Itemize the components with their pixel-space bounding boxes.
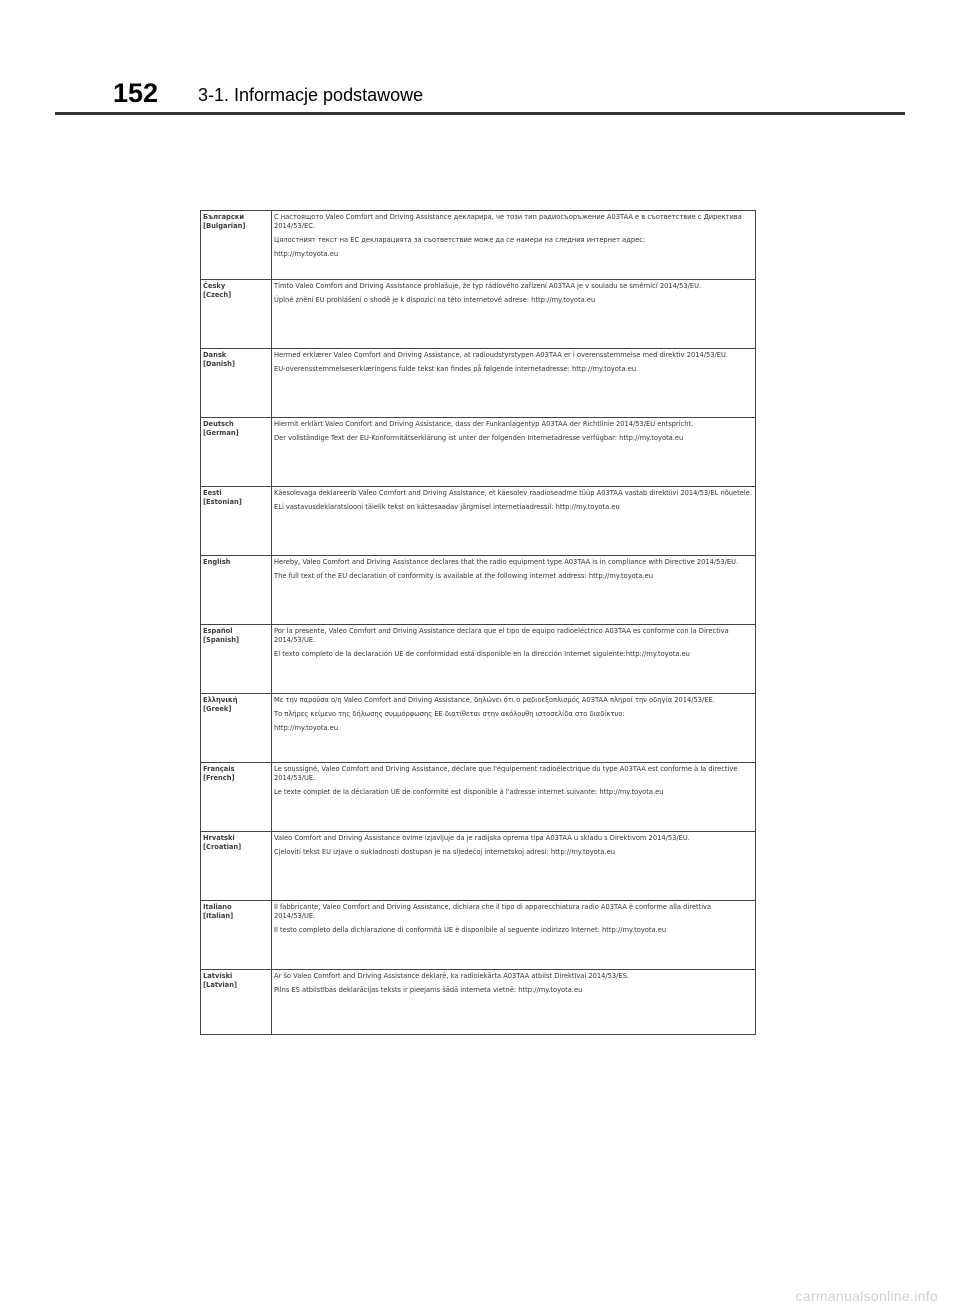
table-row: [201, 763, 756, 832]
table-row: [201, 694, 756, 763]
language-cell: [201, 625, 272, 694]
language-native: Dansk: [203, 351, 227, 359]
table-row: [201, 970, 756, 1035]
footer-watermark: carmanualsonline.info: [795, 1288, 938, 1304]
language-native: Deutsch: [203, 420, 234, 428]
language-cell: [201, 280, 272, 349]
table-row: [201, 418, 756, 487]
language-english: [German]: [203, 429, 239, 437]
language-cell: [201, 349, 272, 418]
declaration-url: http://my.toyota.eu: [274, 250, 339, 258]
declaration-cell: [272, 970, 756, 1035]
language-english: [Latvian]: [203, 981, 238, 989]
full-text-note: Το πλήρες κείμενο της δήλωσης συμμόρφωσης ΕΕ διατίθεται στην ακόλουθη ιστοσελίδα στο διαδίκτυο:: [274, 710, 625, 718]
header-rule: [55, 112, 905, 115]
language-english: [Spanish]: [203, 636, 240, 644]
table-row: [201, 901, 756, 970]
full-text-note: Pilns ES atbilstības deklarācijas teksts ir pieejams šādā interneta vietnē: http://my.toyota.eu: [274, 986, 583, 994]
declaration-cell: [272, 832, 756, 901]
language-cell: [201, 487, 272, 556]
declaration-text: Με την παρούσα ο/η Valeo Comfort and Driving Assistance, δηλώνει ότι ο ραδιοεξοπλισμός A03TAA πληροί την οδηγία 2014/53/ΕΕ.: [274, 696, 715, 704]
language-native: Ελληνική: [203, 696, 238, 704]
language-english: [French]: [203, 774, 235, 782]
language-cell: [201, 832, 272, 901]
table-row: [201, 349, 756, 418]
language-native: Español: [203, 627, 233, 635]
declaration-cell: [272, 280, 756, 349]
language-english: [Bulgarian]: [203, 222, 246, 230]
declaration-cell: [272, 418, 756, 487]
declaration-cell: [272, 211, 756, 280]
declaration-cell: [272, 349, 756, 418]
full-text-note: Цялостният текст на ЕС декларацията за съответствие може да се намери на следния интернет адрес:: [274, 236, 646, 244]
page-number: 152: [113, 78, 159, 108]
language-native: Hrvatski: [203, 834, 235, 842]
declaration-text: Le soussigné, Valeo Comfort and Driving Assistance, déclare que l'équipement radioélectrique du type A03TAA est conforme à la directive 2014/53/UE.: [274, 765, 738, 782]
declaration-text: Por la presente, Valeo Comfort and Driving Assistance declara que el tipo de equipo radioeléctrico A03TAA es conforme con la Directiva 2014/53/UE.: [274, 627, 729, 644]
language-english: [Estonian]: [203, 498, 242, 506]
declaration-text: Tímto Valeo Comfort and Driving Assistance prohlašuje, že typ rádiového zařízení A03TAA je v souladu se směrnicí 2014/53/EU.: [274, 282, 702, 290]
language-english: [Danish]: [203, 360, 235, 368]
table-row: [201, 487, 756, 556]
declaration-text: Valeo Comfort and Driving Assistance ovime izjavljuje da je radijska oprema tipa A03TAA u skladu s Direktivom 2014/53/EU.: [274, 834, 690, 842]
language-cell: [201, 556, 272, 625]
table-row: [201, 280, 756, 349]
full-text-note: Úplné znění EU prohlášení o shodě je k dispozici na této internetové adrese: http://my.toyota.eu: [274, 296, 596, 304]
language-cell: [201, 901, 272, 970]
section-title: 3-1. Informacje podstawowe: [198, 85, 424, 105]
declaration-text: Il fabbricante, Valeo Comfort and Driving Assistance, dichiara che il tipo di apparecchiatura radio A03TAA è conforme alla direttiva 2014/53/UE.: [274, 903, 712, 920]
language-native: English: [203, 558, 231, 566]
language-cell: [201, 211, 272, 280]
table-row: [201, 211, 756, 280]
declaration-text: Hereby, Valeo Comfort and Driving Assistance declares that the radio equipment type A03TAA is in compliance with Directive 2014/53/EU.: [274, 558, 739, 566]
language-native: Français: [203, 765, 235, 773]
language-english: [Italian]: [203, 912, 234, 920]
language-english: [Czech]: [203, 291, 232, 299]
language-native: Česky: [203, 282, 226, 290]
language-native: Български: [203, 213, 245, 221]
table-row: [201, 556, 756, 625]
full-text-note: ELi vastavusdeklaratsiooni täielik tekst on kättesaadav järgmisel internetiaadressil: http://my.toyota.eu: [274, 503, 620, 511]
declaration-text: Hermed erklærer Valeo Comfort and Driving Assistance, at radioudstyrstypen A03TAA er i overensstemmelse med direktiv 2014/53/EU.: [274, 351, 729, 359]
declaration-text: Hiermit erklärt Valeo Comfort and Driving Assistance, dass der Funkanlagentyp A03TAA der Richtlinie 2014/53/EU entspricht.: [274, 420, 694, 428]
full-text-note: Le texte complet de la déclaration UE de conformité est disponible à l'adresse internet suivante: http://my.toyota.eu: [274, 788, 664, 796]
full-text-note: The full text of the EU declaration of conformity is available at the following internet address: http://my.toyota.eu: [274, 572, 653, 580]
full-text-note: EU-overensstemmelseserklæringens fulde tekst kan findes på følgende internetadresse: http://my.toyota.eu: [274, 365, 637, 373]
language-native: Latviski: [203, 972, 233, 980]
language-cell: [201, 694, 272, 763]
language-cell: [201, 418, 272, 487]
table-row: [201, 832, 756, 901]
declaration-cell: [272, 487, 756, 556]
language-native: Italiano: [203, 903, 232, 911]
declaration-cell: [272, 556, 756, 625]
declaration-text: Ar šo Valeo Comfort and Driving Assistance deklarē, ka radioiekārta A03TAA atbilst Direktīvai 2014/53/ES.: [274, 972, 629, 980]
declaration-cell: [272, 901, 756, 970]
declaration-url: http://my.toyota.eu: [274, 724, 339, 732]
language-native: Eesti: [203, 489, 222, 497]
declaration-table: [200, 210, 756, 1035]
table-row: [201, 625, 756, 694]
full-text-note: Il testo completo della dichiarazione di conformità UE è disponibile al seguente indirizzo Internet: http://my.toyota.eu: [274, 926, 667, 934]
full-text-note: El texto completo de la declaración UE de conformidad está disponible en la dirección Internet siguiente:http://my.toyota.eu: [274, 650, 690, 658]
full-text-note: Cjeloviti tekst EU izjave o sukladnosti dostupan je na sljedećoj internetskoj adresi: http://my.toyota.eu: [274, 848, 615, 856]
full-text-note: Der vollständige Text der EU-Konformitätserklärung ist unter der folgenden Internetadresse verfügbar: http://my.toyota.eu: [274, 434, 684, 442]
language-cell: [201, 763, 272, 832]
language-english: [Croatian]: [203, 843, 242, 851]
language-english: [Greek]: [203, 705, 232, 713]
language-cell: [201, 970, 272, 1035]
declaration-cell: [272, 694, 756, 763]
declaration-cell: [272, 625, 756, 694]
declaration-cell: [272, 763, 756, 832]
declaration-text: С настоящото Valeo Comfort and Driving Assistance декларира, че този тип радиосъоръжение A03TAA е в съответствие с Директива 2014/53/ЕС.: [274, 213, 742, 230]
declaration-text: Käesolevaga deklareerib Valeo Comfort and Driving Assistance, et käesolev raadioseadme tüüp A03TAA vastab direktiivi 2014/53/EL nõuetele.: [274, 489, 752, 497]
